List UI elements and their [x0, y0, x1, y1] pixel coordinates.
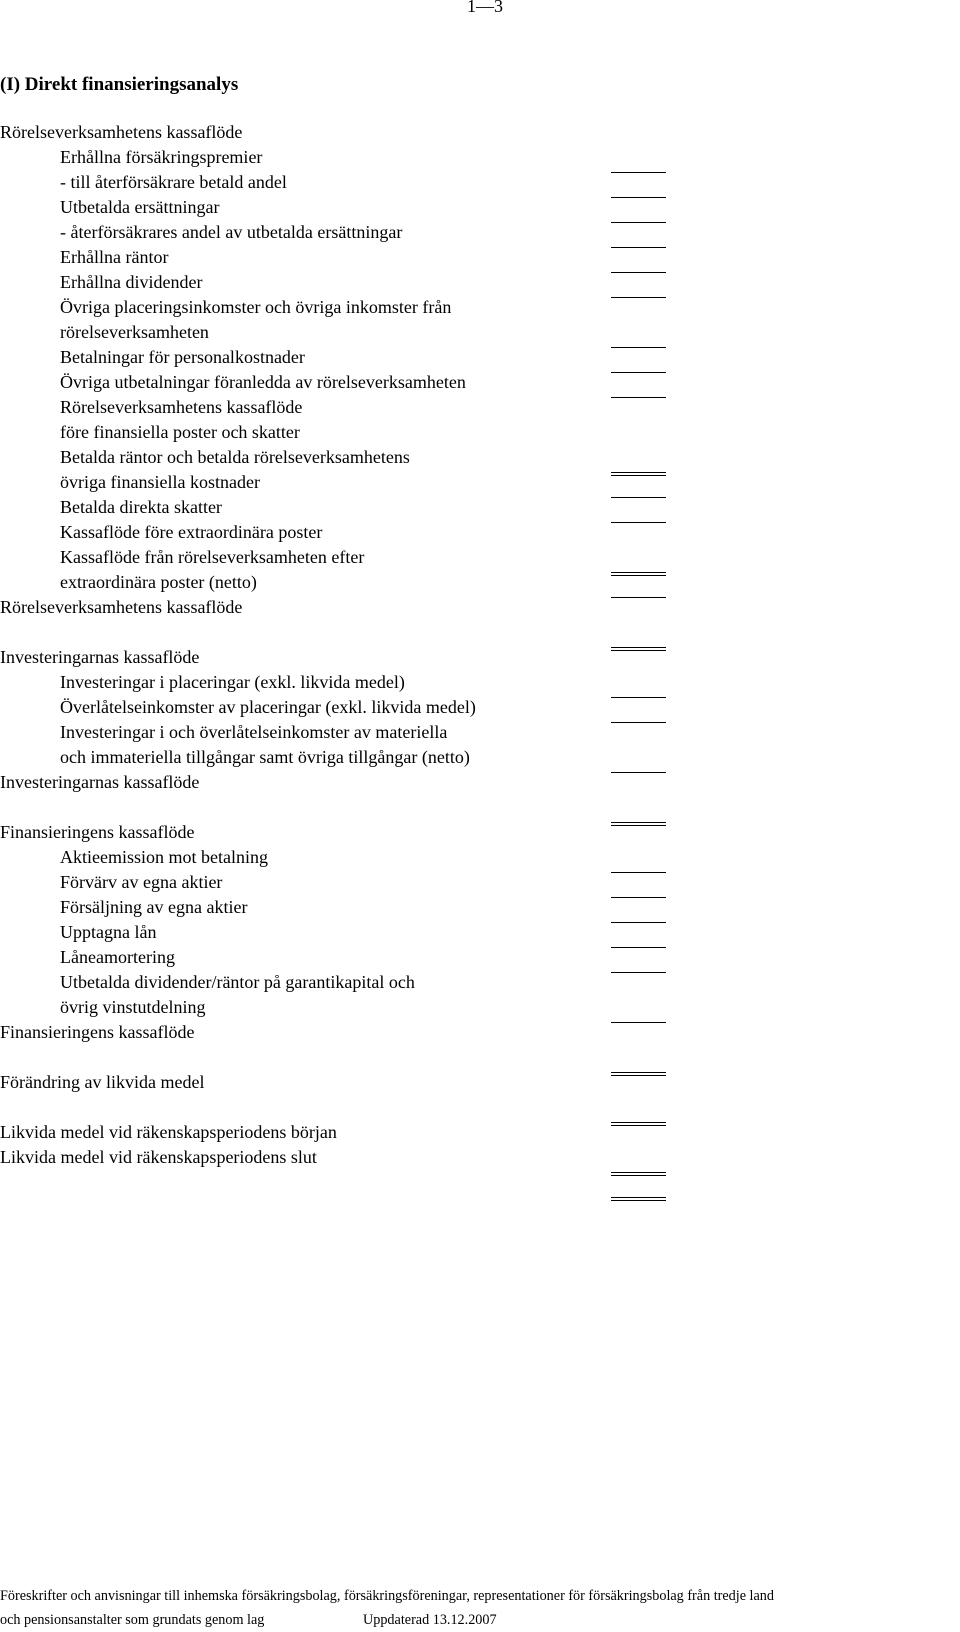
- statement-row: [0, 271, 960, 293]
- row-label: Förvärv av egna aktier: [60, 872, 223, 892]
- row-label: Erhållna räntor: [60, 247, 169, 267]
- statement-row: [0, 996, 960, 1018]
- row-label: Överlåtelseinkomster av placeringar (exkl. likvida medel): [60, 697, 476, 717]
- row-label: Aktieemission mot betalning: [60, 847, 268, 867]
- row-label: övriga finansiella kostnader: [60, 472, 260, 492]
- statement-row: [0, 321, 960, 343]
- row-label: Investeringar i placeringar (exkl. likvida medel): [60, 672, 405, 692]
- footer-line-2: [0, 1608, 960, 1632]
- row-label: Finansieringens kassaflöde: [0, 822, 195, 842]
- statement-row: [0, 171, 960, 193]
- row-label: Erhållna dividender: [60, 272, 203, 292]
- row-label: Finansieringens kassaflöde: [0, 1022, 195, 1042]
- statement-row: [0, 446, 960, 468]
- row-label: Upptagna lån: [60, 922, 157, 942]
- statement-row: [0, 1121, 960, 1143]
- row-label: Övriga utbetalningar föranledda av rörelseverksamheten: [60, 372, 466, 392]
- statement-row: [0, 421, 960, 443]
- row-label: före finansiella poster och skatter: [60, 422, 300, 442]
- statement-row: [0, 846, 960, 868]
- footer-updated-date: Uppdaterad 13.12.2007: [363, 1612, 497, 1628]
- row-label: Rörelseverksamhetens kassaflöde: [0, 597, 243, 617]
- row-label: Rörelseverksamhetens kassaflöde: [0, 122, 243, 142]
- statement-row: [0, 946, 960, 968]
- statement-row: [0, 971, 960, 993]
- row-label: Kassaflöde före extraordinära poster: [60, 522, 323, 542]
- statement-row: [0, 746, 960, 768]
- page-footer: [0, 1584, 960, 1632]
- statement-row: [0, 296, 960, 318]
- statement-row: [0, 646, 960, 668]
- row-label: Investeringarnas kassaflöde: [0, 647, 200, 667]
- row-label: Försäljning av egna aktier: [60, 897, 248, 917]
- statement-row: [0, 921, 960, 943]
- statement-row: [0, 821, 960, 843]
- statement-row: [0, 346, 960, 368]
- row-label: Likvida medel vid räkenskapsperiodens början: [0, 1122, 337, 1142]
- total-entry-blank: [611, 1172, 666, 1176]
- statement-row: [0, 196, 960, 218]
- row-label: Investeringarnas kassaflöde: [0, 772, 200, 792]
- statement-row: [0, 696, 960, 718]
- statement-row: [0, 721, 960, 743]
- row-label: Övriga placeringsinkomster och övriga inkomster från: [60, 297, 452, 317]
- row-label: Erhållna försäkringspremier: [60, 147, 263, 167]
- statement-row: [0, 671, 960, 693]
- row-label: Utbetalda dividender/räntor på garantikapital och: [60, 972, 415, 992]
- page-number: 1—3: [467, 0, 503, 16]
- row-label: Förändring av likvida medel: [0, 1072, 205, 1092]
- statement-row: [0, 596, 960, 618]
- statement-row: [0, 396, 960, 418]
- footer-regulation-title-cont: och pensionsanstalter som grundats genom lag: [0, 1612, 265, 1628]
- document-title: (I) Direkt finansieringsanalys: [0, 74, 239, 95]
- row-label: och immateriella tillgångar samt övriga tillgångar (netto): [60, 747, 470, 767]
- statement-row: [0, 521, 960, 543]
- statement-row: [0, 371, 960, 393]
- row-label: Betalda räntor och betalda rörelseverksamhetens: [60, 447, 410, 467]
- statement-row: [0, 146, 960, 168]
- statement-row: [0, 471, 960, 493]
- statement-row: [0, 496, 960, 518]
- row-label: Rörelseverksamhetens kassaflöde: [60, 397, 303, 417]
- footer-line-1: [0, 1584, 960, 1608]
- statement-row: [0, 546, 960, 568]
- statement-row: [0, 221, 960, 243]
- statement-row: [0, 771, 960, 793]
- statement-row: [0, 1021, 960, 1043]
- total-entry-blank: [611, 1197, 666, 1201]
- statement-row: [0, 246, 960, 268]
- row-label: - återförsäkrares andel av utbetalda ersättningar: [60, 222, 403, 242]
- statement-row: [0, 871, 960, 893]
- statement-row: [0, 1071, 960, 1093]
- row-label: Utbetalda ersättningar: [60, 197, 220, 217]
- row-label: Kassaflöde från rörelseverksamheten efter: [60, 547, 365, 567]
- statement-row: [0, 571, 960, 593]
- row-label: Investeringar i och överlåtelseinkomster av materiella: [60, 722, 448, 742]
- row-label: övrig vinstutdelning: [60, 997, 206, 1017]
- row-label: - till återförsäkrare betald andel: [60, 172, 287, 192]
- statement-row: [0, 896, 960, 918]
- row-label: Låneamortering: [60, 947, 175, 967]
- statement-row: [0, 1146, 960, 1168]
- row-label: Betalda direkta skatter: [60, 497, 222, 517]
- row-label: extraordinära poster (netto): [60, 572, 257, 592]
- footer-regulation-title: Föreskrifter och anvisningar till inhemska försäkringsbolag, försäkringsföreningar, representationer för försäkringsbolag från tredje land: [0, 1588, 774, 1604]
- statement-row: [0, 121, 960, 143]
- row-label: rörelseverksamheten: [60, 322, 209, 342]
- row-label: Likvida medel vid räkenskapsperiodens slut: [0, 1147, 317, 1167]
- row-label: Betalningar för personalkostnader: [60, 347, 305, 367]
